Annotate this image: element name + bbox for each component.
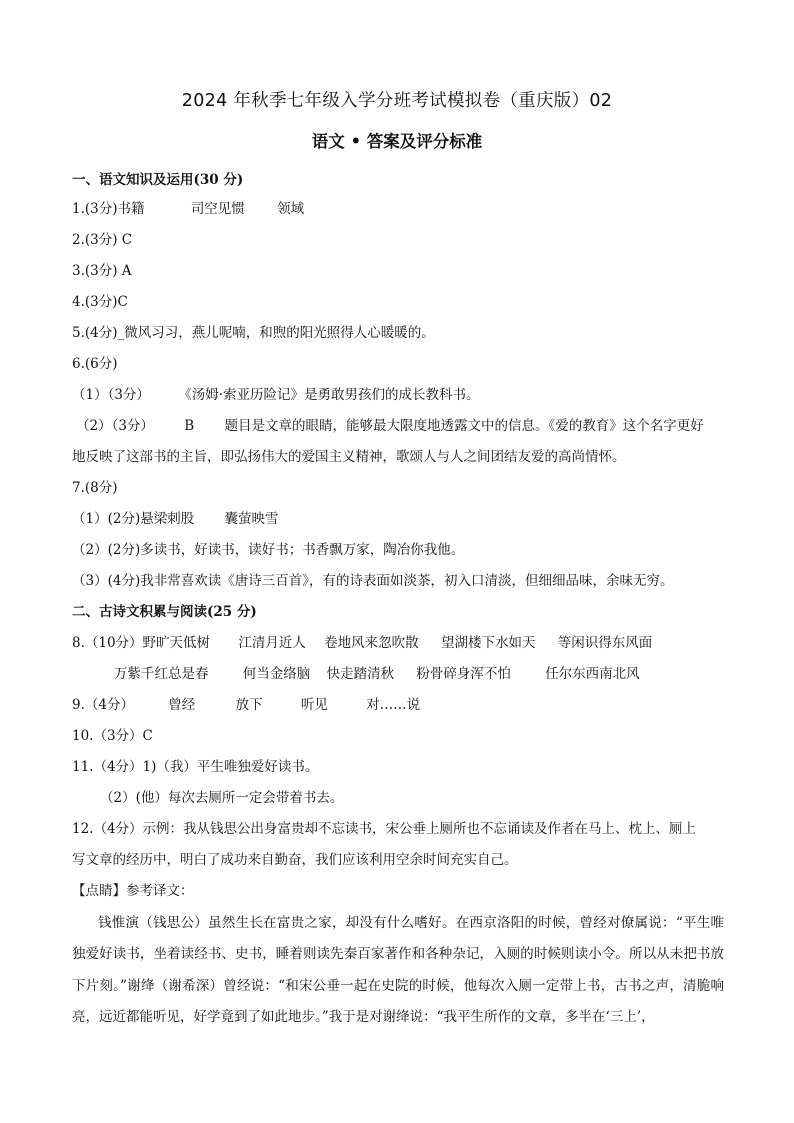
- question-2: 2.(3分) C: [72, 232, 133, 248]
- section-2-heading: 二、古诗文积累与阅读(25 分): [72, 604, 257, 620]
- q8-answer: 任尔东西南北风: [545, 666, 640, 682]
- q8-answer: 快走踏清秋: [326, 666, 395, 682]
- question-3: 3.(3分) A: [72, 263, 132, 279]
- question-11-line-2: （2）(他）每次去厕所一定会带着书去。: [100, 790, 344, 806]
- question-6-part-1: [72, 385, 724, 405]
- q9-answer: 放下: [235, 697, 263, 713]
- q9-answer: 曾经: [168, 697, 196, 713]
- q8-answer: 等闲识得东风面: [557, 635, 653, 651]
- question-4: 4.(3分)C: [72, 294, 128, 310]
- q8-answer: 江清月近人: [238, 635, 306, 651]
- question-8-line-2: [114, 664, 724, 684]
- q6-p1-text: 《汤姆·索亚历险记》是勇敢男孩们的成长教科书。: [178, 387, 480, 403]
- q1-label: 1.(3分)书籍: [72, 201, 145, 217]
- q8-label: 8.（10分）野旷天低树: [72, 635, 211, 651]
- question-6-part-2-cont: 地反映了这部书的主旨，即弘扬伟大的爱国主义精神，歌颂人与人之间团结友爱的高尚情怀。: [72, 449, 626, 465]
- question-6-part-2: [76, 416, 724, 436]
- q7-p1-label: （1）(2分)悬梁刺股: [72, 511, 195, 527]
- q6-p2-choice: B: [184, 418, 195, 434]
- q6-p2-label: （2）（3分）: [76, 418, 154, 434]
- question-7-part-1: [72, 509, 724, 529]
- q8-answer: 粉骨碎身浑不怕: [416, 666, 511, 682]
- q8-answer: 万紫千红总是春: [114, 666, 209, 682]
- q1-answer-2: 司空见惯: [190, 201, 245, 217]
- tip-heading: 【点睛】参考译文：: [72, 883, 194, 899]
- q6-p1-label: （1）（3分）: [72, 387, 150, 403]
- section-1-heading: 一、语文知识及运用(30 分): [72, 172, 244, 188]
- q9-answer: 对……说: [366, 697, 421, 713]
- q9-answer: 听见: [300, 697, 328, 713]
- q7-p1-answer-2: 囊萤映雪: [224, 511, 279, 527]
- q9-label: 9.（4分）: [72, 697, 134, 713]
- question-11-line-1: 11.（4分）1)（我）平生唯独爱好读书。: [72, 759, 319, 775]
- question-5: 5.(4分)_微风习习，燕儿呢喃，和煦的阳光照得人心暖暖的。: [72, 325, 435, 341]
- q1-answer-3: 领域: [277, 201, 305, 217]
- q8-answer: 何当金络脑: [242, 666, 311, 682]
- question-6-label: 6.(6分): [72, 356, 118, 372]
- question-10: 10.（3分）C: [72, 728, 153, 744]
- q6-p2-text: 题目是文章的眼睛，能够最大限度地透露文中的信息。《爱的教育》这个名字更好: [224, 418, 704, 434]
- page-title: 2024 年秋季七年级入学分班考试模拟卷（重庆版）02: [181, 91, 613, 111]
- q8-answer: 卷地风来忽吹散: [324, 635, 419, 651]
- question-9: [72, 695, 724, 715]
- translation-paragraph: 钱惟演（钱思公）虽然生长在富贵之家，却没有什么嗜好。在西京洛阳的时候，曾经对僚属说：“平生唯独爱好读书，坐着读经书、史书，睡着则读先秦百家著作和各种杂记，入厕的时候则读小令。所以从未把书放下片刻。”谢绛（谢希深）曾经说：“和宋公垂一起在史院的时候，他每次入厕一定带上书，古书之声，清脆响亮，远近都能听见，好学竟到了如此地步。”我于是对谢绛说：“我平生所作的文章，多半在‘三上’，: [72, 915, 724, 1025]
- page-subtitle: 语文 • 答案及评分标准: [311, 132, 483, 151]
- question-7-label: 7.(8分): [72, 480, 118, 496]
- question-8-line-1: [72, 633, 724, 653]
- question-7-part-3: （3）(4分)我非常喜欢读《唐诗三百首》，有的诗表面如淡茶，初入口清淡，但细细品味，余味无穷。: [72, 573, 674, 589]
- question-12-line-2: 写文章的经历中，明白了成功来自勤奋，我们应该利用空余时间充实自己。: [72, 852, 518, 868]
- q8-answer: 望湖楼下水如天: [440, 635, 536, 651]
- question-1: [72, 199, 724, 219]
- question-7-part-2: （2）(2分)多读书，好读书，读好书；书香飘万家，陶冶你我他。: [72, 542, 465, 558]
- question-12-line-1: 12.（4分）示例：我从钱思公出身富贵却不忘读书，宋公垂上厕所也不忘诵读及作者在马上、枕上、厕上: [72, 821, 697, 837]
